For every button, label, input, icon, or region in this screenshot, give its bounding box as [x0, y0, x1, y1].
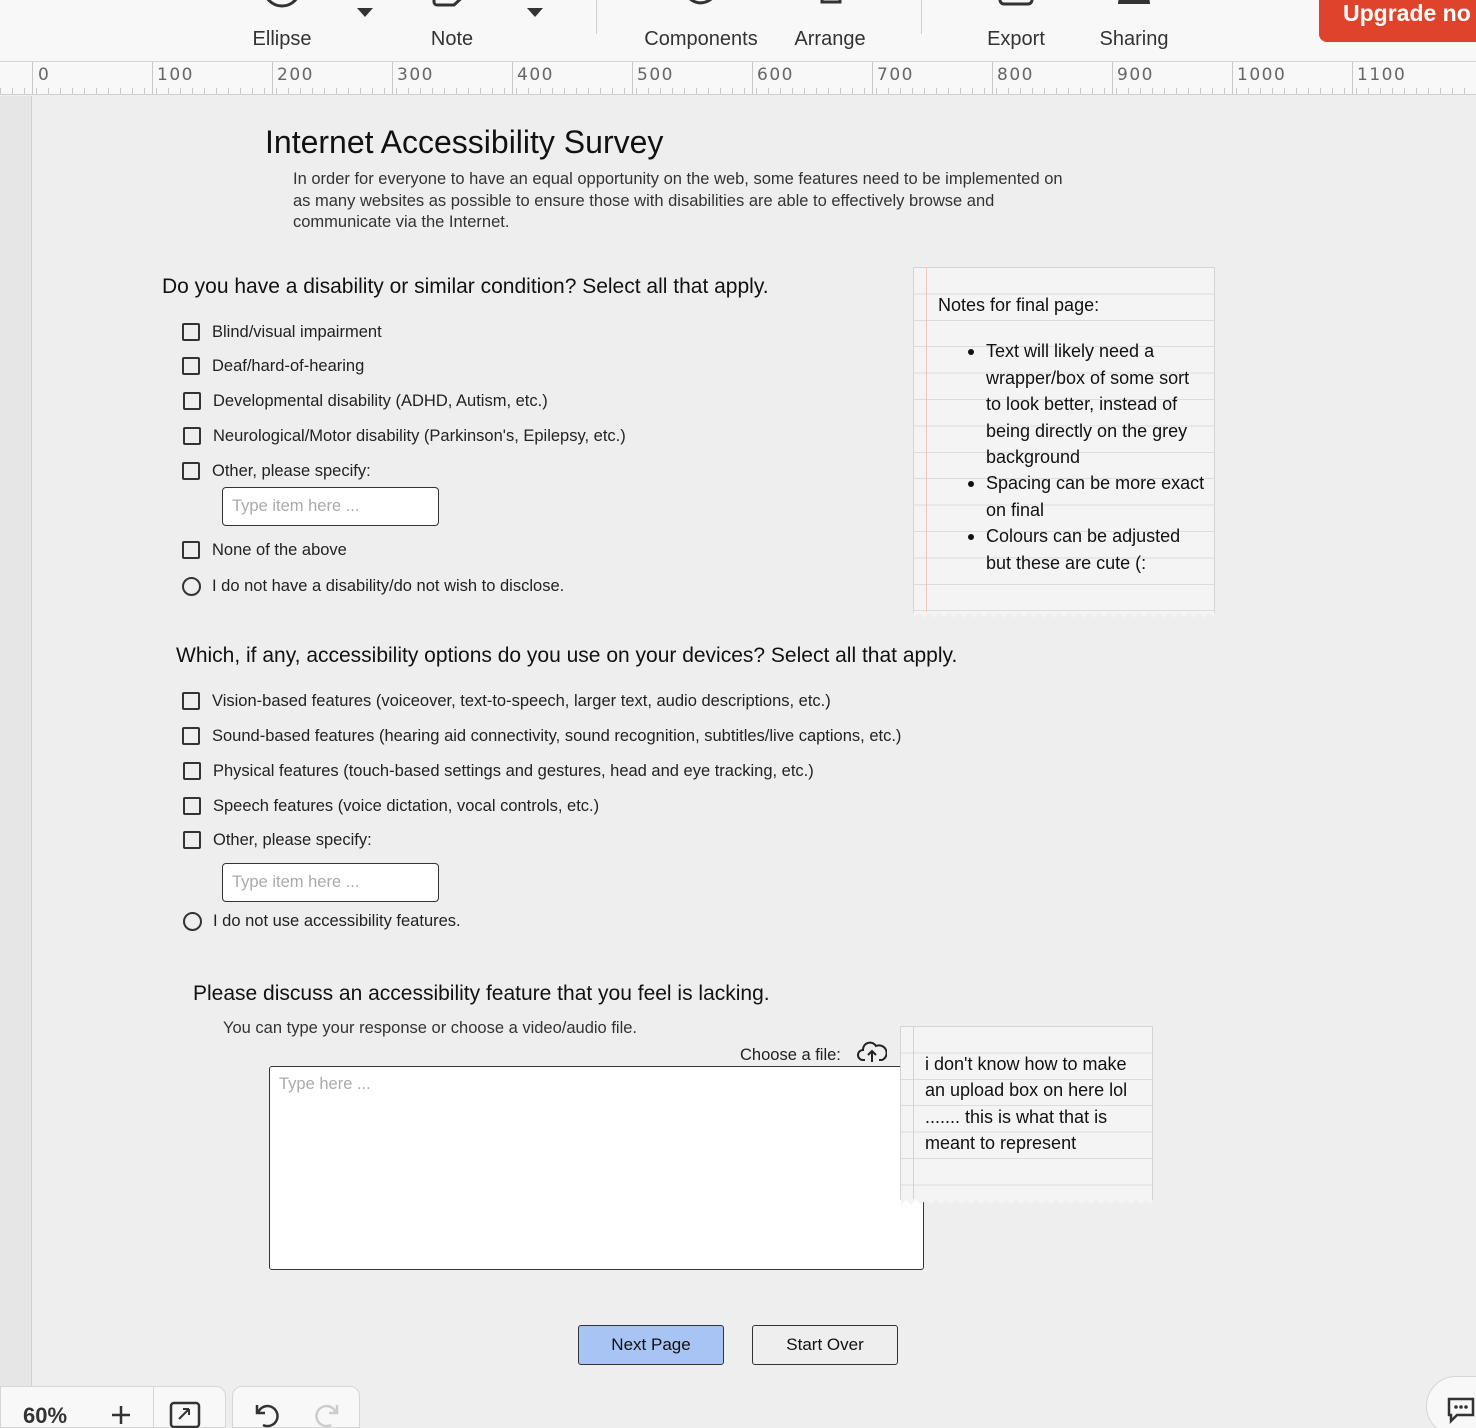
checkbox[interactable] [183, 831, 201, 849]
option-deaf[interactable] [182, 355, 364, 377]
ruler-major-tick [752, 62, 753, 95]
option-label: Physical features (touch-based settings and gestures, head and eye tracking, etc.) [213, 761, 814, 780]
checkbox[interactable] [182, 462, 200, 480]
option-no-disclose[interactable] [182, 575, 564, 597]
ruler-label: 600 [757, 65, 794, 85]
ruler-label: 300 [397, 65, 434, 85]
caret-down-icon[interactable] [525, 2, 545, 22]
vertical-ruler [0, 96, 32, 1386]
ruler-label: 400 [517, 65, 554, 85]
option-label: None of the above [212, 540, 347, 559]
file-label: Choose a file: [740, 1046, 841, 1064]
cloud-upload-icon[interactable] [857, 1040, 887, 1064]
tool-label: Ellipse [252, 28, 312, 50]
note-torn-edge [914, 612, 1214, 620]
ruler-major-tick [392, 62, 393, 95]
option-neurological[interactable] [183, 425, 626, 447]
upgrade-button[interactable]: Upgrade no [1319, 0, 1476, 42]
components-icon [679, 0, 723, 20]
option-other[interactable] [182, 460, 371, 482]
option-other-feature[interactable] [183, 829, 372, 851]
upload-note[interactable] [900, 1026, 1153, 1200]
option-label: Other, please specify: [213, 830, 372, 849]
toolbar-divider [596, 0, 597, 34]
other-condition-input[interactable]: Type item here ... [222, 487, 439, 526]
sharing-icon [1112, 0, 1156, 20]
toolbar-divider [921, 0, 922, 34]
chat-icon [1445, 1395, 1476, 1425]
zoom-in-icon[interactable] [109, 1403, 133, 1427]
option-label: Other, please specify: [212, 461, 371, 480]
option-label: Developmental disability (ADHD, Autism, etc.) [213, 391, 548, 410]
ruler-major-tick [1352, 62, 1353, 95]
note-torn-edge [901, 1199, 1152, 1207]
option-label: Blind/visual impairment [212, 322, 382, 341]
next-page-button[interactable]: Next Page [578, 1325, 724, 1365]
checkbox[interactable] [182, 323, 200, 341]
option-no-features[interactable] [183, 910, 461, 932]
top-toolbar [0, 0, 1476, 62]
note-item: Spacing can be more exact on final [962, 470, 1208, 523]
option-label: Deaf/hard-of-hearing [212, 356, 365, 375]
checkbox[interactable] [183, 427, 201, 445]
caret-down-icon[interactable] [355, 2, 375, 22]
option-vision[interactable] [182, 690, 831, 712]
ruler-major-tick [1112, 62, 1113, 95]
checkbox[interactable] [183, 392, 201, 410]
option-label: Vision-based features (voiceover, text-to-speech, larger text, audio descriptions, etc.) [212, 691, 831, 710]
tool-label: Sharing [1099, 28, 1169, 50]
option-sound[interactable] [182, 725, 901, 747]
tool-export[interactable] [976, 0, 1056, 62]
chat-button[interactable] [1426, 1376, 1476, 1428]
response-textarea[interactable]: Type here ... [269, 1066, 924, 1270]
option-label: Sound-based features (hearing aid connectivity, sound recognition, subtitles/live captions, etc.) [212, 726, 902, 745]
survey-title: Internet Accessibility Survey [265, 124, 664, 160]
ruler-label: 700 [877, 65, 914, 85]
option-developmental[interactable] [183, 390, 548, 412]
ruler-major-tick [152, 62, 153, 95]
ruler-major-tick [872, 62, 873, 95]
checkbox[interactable] [182, 727, 200, 745]
tool-label: Export [987, 28, 1045, 50]
final-page-note[interactable] [913, 267, 1215, 613]
checkbox[interactable] [183, 762, 201, 780]
note-item: Text will likely need a wrapper/box of some sort to look better, instead of being directly on the grey background [962, 338, 1208, 470]
note-heading: Notes for final page: [938, 295, 1100, 315]
tool-label: Note [430, 28, 474, 50]
checkbox[interactable] [182, 357, 200, 375]
question-3: Please discuss an accessibility feature that you feel is lacking. [193, 982, 770, 1005]
option-label: I do not have a disability/do not wish to disclose. [212, 576, 565, 595]
ruler-label: 0 [38, 65, 51, 85]
ruler-label: 200 [277, 65, 314, 85]
redo-icon[interactable] [313, 1399, 343, 1428]
ruler-major-tick [1232, 62, 1233, 95]
option-label: Speech features (voice dictation, vocal controls, etc.) [213, 796, 600, 815]
survey-intro: In order for everyone to have an equal opportunity on the web, some features need to be implemented on as many websites as possible to ensure those with disabilities are able to effectively browse and communicate via the Internet. [293, 170, 1063, 231]
tool-sharing[interactable] [1094, 0, 1174, 62]
option-speech[interactable] [183, 795, 599, 817]
other-feature-input[interactable]: Type item here ... [222, 863, 439, 902]
note-margin-line [926, 268, 927, 612]
radio-button[interactable] [183, 912, 202, 931]
start-over-button[interactable]: Start Over [752, 1325, 898, 1365]
option-none[interactable] [182, 539, 347, 561]
export-icon [994, 0, 1038, 20]
note-icon [430, 0, 474, 20]
ruler-major-tick [512, 62, 513, 95]
tool-note[interactable] [412, 0, 492, 62]
option-label: Neurological/Motor disability (Parkinson's, Epilepsy, etc.) [213, 426, 626, 445]
zoom-level[interactable]: 60% [23, 1403, 68, 1428]
ruler-major-tick [992, 62, 993, 95]
note-list [938, 338, 1208, 576]
ruler-label: 500 [637, 65, 674, 85]
ruler-minor-ticks [0, 88, 1476, 94]
option-label: I do not use accessibility features. [213, 911, 461, 930]
horizontal-ruler [0, 62, 1476, 95]
ruler-major-tick [632, 62, 633, 95]
option-blind[interactable] [182, 321, 382, 343]
ruler-label: 900 [1117, 65, 1154, 85]
zoom-divider [153, 1387, 154, 1428]
upload-note-text: i don't know how to make an upload box on here lol ....... this is what that is meant to represent [925, 1054, 1128, 1154]
note-item: Colours can be adjusted but these are cute (: [962, 523, 1208, 576]
bottom-bar [0, 1386, 1476, 1428]
ruler-major-tick [272, 62, 273, 95]
question-1: Do you have a disability or similar condition? Select all that apply. [162, 275, 769, 298]
ruler-label: 1100 [1357, 65, 1407, 85]
history-controls [232, 1386, 360, 1428]
tool-components[interactable] [640, 0, 762, 62]
tool-ellipse[interactable] [242, 0, 322, 62]
fit-screen-icon[interactable] [169, 1399, 201, 1428]
option-physical[interactable] [183, 760, 814, 782]
tool-label: Components [644, 28, 758, 50]
question-3-hint: You can type your response or choose a video/audio file. [223, 1019, 637, 1037]
ellipse-icon [260, 0, 304, 20]
checkbox[interactable] [182, 541, 200, 559]
question-2: Which, if any, accessibility options do you use on your devices? Select all that apply. [176, 644, 958, 667]
ruler-label: 800 [997, 65, 1034, 85]
undo-icon[interactable] [251, 1399, 281, 1428]
radio-button[interactable] [182, 577, 201, 596]
checkbox[interactable] [182, 692, 200, 710]
ruler-label: 1000 [1237, 65, 1287, 85]
note-margin-line [913, 1027, 914, 1199]
ruler-major-tick [32, 62, 33, 95]
arrange-icon [808, 0, 852, 20]
tool-arrange[interactable] [790, 0, 870, 62]
zoom-controls [0, 1386, 226, 1428]
ruler-label: 100 [157, 65, 194, 85]
tool-label: Arrange [794, 28, 866, 50]
checkbox[interactable] [183, 797, 201, 815]
